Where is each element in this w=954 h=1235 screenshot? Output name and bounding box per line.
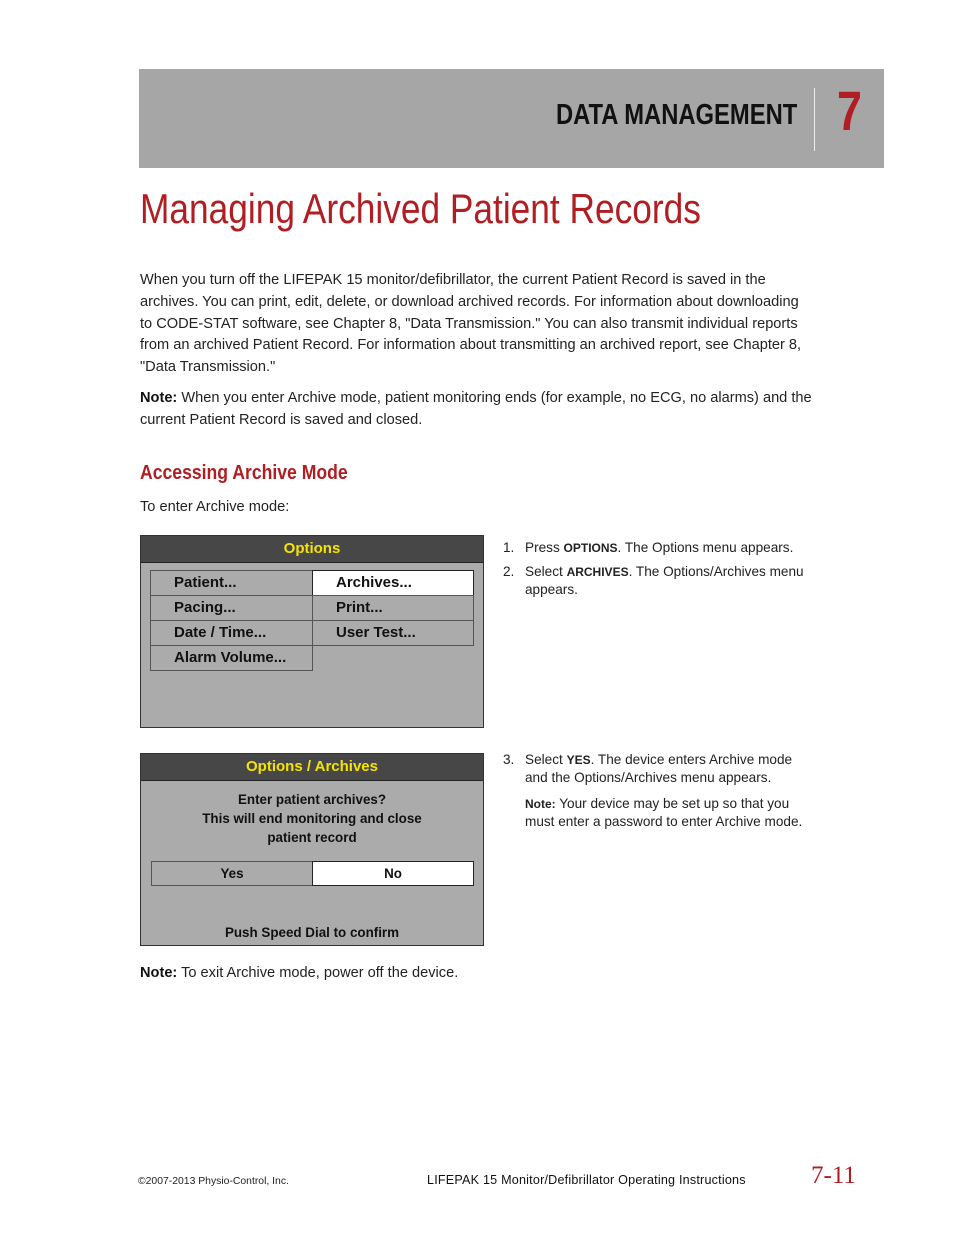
footer-copyright: ©2007-2013 Physio-Control, Inc. — [138, 1176, 289, 1187]
step-keyword: YES — [566, 753, 591, 767]
archives-screen-title: Options / Archives — [141, 754, 483, 781]
section-heading: Accessing Archive Mode — [140, 462, 348, 484]
intro-note — [140, 388, 812, 432]
step-number: 2. — [503, 564, 515, 579]
intro-paragraph: When you turn off the LIFEPAK 15 monitor/defibrillator, the current Patient Record is saved in the archives. You can print, edit, delete, or download archived records. For information about downloading to CODE-STAT software, see Chapter 8, "Data Transmission." You can also transmit individual reports from an archived Patient Record. For information about transmitting an archived report, see Chapter 8, "Data Transmission." — [140, 272, 802, 376]
confirm-instruction: Push Speed Dial to confirm — [224, 925, 400, 940]
no-option[interactable]: No — [312, 861, 474, 886]
footer-doc-title: LIFEPAK 15 Monitor/Defibrillator Operating Instructions — [427, 1173, 746, 1187]
archives-prompt-line1: Enter patient archives? — [237, 792, 387, 807]
note-label: Note: — [525, 797, 556, 811]
menu-item-patient[interactable]: Patient... — [150, 570, 313, 596]
note-text: Your device may be set up so that you must enter a password to enter Archive mode. — [525, 796, 803, 829]
step-text: Select — [525, 564, 567, 579]
archives-prompt-line2: This will end monitoring and close — [202, 811, 422, 826]
options-screen — [140, 535, 484, 728]
options-menu — [150, 570, 473, 670]
chapter-title: DATA MANAGEMENT — [555, 99, 797, 131]
menu-item-date-time[interactable]: Date / Time... — [150, 620, 313, 646]
chapter-divider — [814, 88, 815, 151]
chapter-header-band — [139, 69, 884, 168]
archives-screen — [140, 753, 484, 946]
steps-list-b — [503, 751, 813, 831]
step-keyword: OPTIONS — [563, 541, 618, 555]
note-label: Note: — [140, 965, 178, 981]
yes-option[interactable]: Yes — [151, 861, 313, 886]
step-text: . The Options/Archives menu appears. — [525, 564, 804, 597]
note-text: When you enter Archive mode, patient monitoring ends (for example, no ECG, no alarms) and the current Patient Record is saved and closed. — [140, 390, 812, 428]
step-text: . The device enters Archive mode and the Options/Archives menu appears. — [525, 752, 793, 785]
yes-no-row — [151, 861, 474, 886]
step-number: 1. — [503, 540, 515, 555]
options-screen-title: Options — [141, 536, 483, 563]
menu-item-pacing[interactable]: Pacing... — [150, 595, 313, 621]
step-note — [503, 795, 813, 831]
step-number: 3. — [503, 752, 515, 767]
step-text: Press — [525, 540, 564, 555]
menu-item-archives[interactable]: Archives... — [312, 570, 474, 596]
menu-item-print[interactable]: Print... — [312, 595, 474, 621]
exit-note — [140, 963, 812, 985]
step-item — [503, 539, 813, 557]
step-text: . The Options menu appears. — [617, 540, 794, 555]
steps-list-a — [503, 539, 813, 605]
step-item — [503, 563, 813, 599]
note-label: Note: — [140, 390, 178, 406]
step-item — [503, 751, 813, 787]
menu-item-user-test[interactable]: User Test... — [312, 620, 474, 646]
chapter-number: 7 — [837, 79, 862, 142]
note-text: To exit Archive mode, power off the device. — [177, 965, 459, 981]
page-title: Managing Archived Patient Records — [140, 185, 701, 232]
section-lead: To enter Archive mode: — [140, 499, 290, 515]
archives-prompt-line3: patient record — [267, 830, 357, 845]
step-text: Select — [525, 752, 567, 767]
menu-item-alarm-volume[interactable]: Alarm Volume... — [150, 645, 313, 671]
footer-page-number: 7-11 — [811, 1162, 856, 1189]
step-keyword: ARCHIVES — [566, 565, 629, 579]
